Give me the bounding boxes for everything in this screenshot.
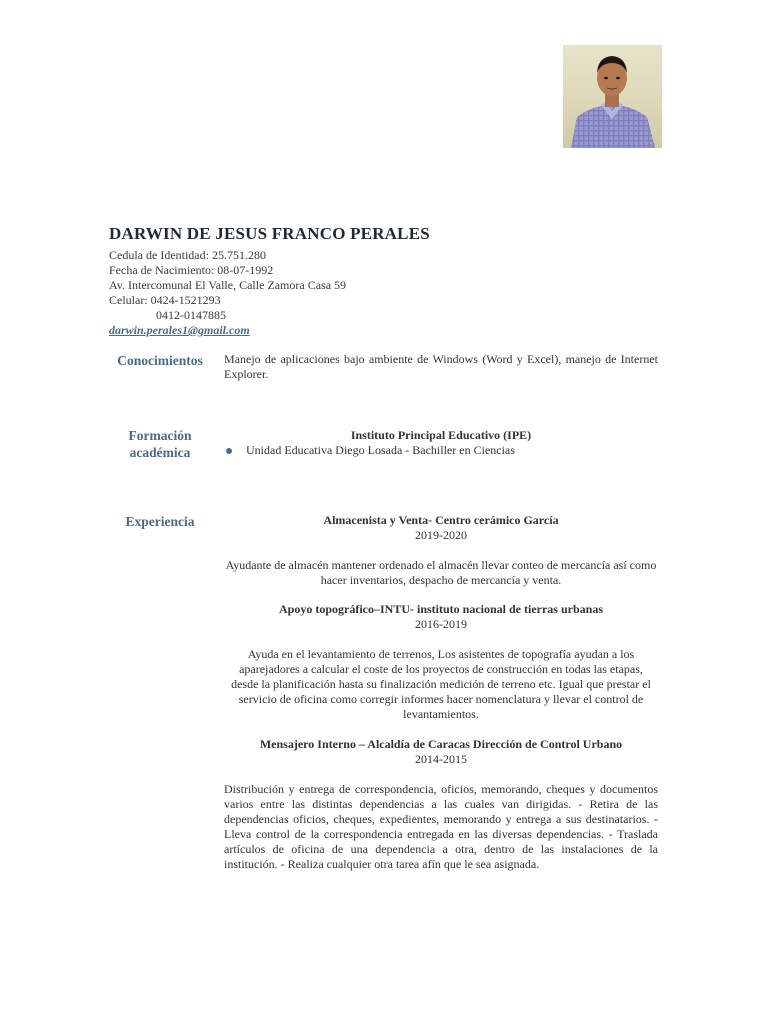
job-description: Ayuda en el levantamiento de terrenos, Los asistentes de topografía ayudan a los aparejadores a calcular el coste de los proyectos de construcción en todas las etapas, desde la planificación hasta su finalización medición de terreno etc. Igual que prestar el servicio de oficina como corregir informes hacer nomenclatura y llevar el control de levantamientos. bbox=[231, 647, 651, 721]
job-years: 2019-2020 bbox=[415, 528, 467, 542]
phone-secondary: 0412-0147885 bbox=[156, 308, 226, 322]
job-years: 2014-2015 bbox=[415, 752, 467, 766]
job-entry bbox=[224, 513, 658, 543]
phone-primary: Celular: 0424-1521293 bbox=[109, 293, 221, 307]
section-label-education-line2: académica bbox=[129, 445, 191, 460]
section-label-education-line1: Formación bbox=[128, 428, 192, 443]
knowledge-text: Manejo de aplicaciones bajo ambiente de Windows (Word y Excel), manejo de Internet Explorer. bbox=[224, 352, 658, 381]
id-number: Cedula de Identidad: 25.751.280 bbox=[109, 248, 266, 262]
job-entry bbox=[224, 737, 658, 767]
section-label-knowledge: Conocimientos bbox=[117, 353, 203, 368]
job-title: Almacenista y Venta- Centro cerámico García bbox=[323, 513, 559, 527]
section-label-education bbox=[105, 427, 215, 461]
job-title: Apoyo topográfico–INTU- instituto nacional de tierras urbanas bbox=[278, 602, 603, 616]
job-title: Mensajero Interno – Alcaldía de Caracas Dirección de Control Urbano bbox=[259, 737, 623, 751]
candidate-name: DARWIN DE JESUS FRANCO PERALES bbox=[109, 224, 430, 243]
address: Av. Intercomunal El Valle, Calle Zamora Casa 59 bbox=[109, 278, 347, 292]
contact-header bbox=[109, 224, 669, 338]
job-description: Ayudante de almacén mantener ordenado el almacén llevar conteo de mercancía así como hacer inventarios, despacho de mercancía y venta. bbox=[225, 558, 657, 587]
education-list-item bbox=[226, 443, 515, 458]
person-portrait-icon bbox=[563, 45, 662, 148]
job-entry bbox=[224, 602, 658, 632]
education-item-text: Unidad Educativa Diego Losada - Bachiller en Ciencias bbox=[246, 443, 515, 457]
job-years: 2016-2019 bbox=[415, 617, 467, 631]
job-description: Distribución y entrega de correspondencia, oficios, memorando, cheques y documentos varios entre las distintas dependencias a las cuales van dirigidas. - Retira de las dependencias oficios, cheques, expedientes, memorando y entrega a sus destinatarios. - Lleva control de la correspondencia entregada en las diversas dependencias. - Traslada artículos de oficina de una dependencia a otra, dentro de las instalaciones de la institución. - Realiza cualquier otra tarea afín que le sea asignada. bbox=[224, 782, 658, 871]
institution-name: Instituto Principal Educativo (IPE) bbox=[350, 428, 532, 442]
bullet-icon bbox=[226, 448, 232, 454]
email-link[interactable]: darwin.perales1@gmail.com bbox=[109, 323, 250, 337]
education-institution bbox=[224, 428, 658, 443]
profile-photo bbox=[563, 45, 662, 148]
birth-date: Fecha de Nacimiento: 08-07-1992 bbox=[109, 263, 274, 277]
section-label-experience: Experiencia bbox=[125, 514, 195, 529]
